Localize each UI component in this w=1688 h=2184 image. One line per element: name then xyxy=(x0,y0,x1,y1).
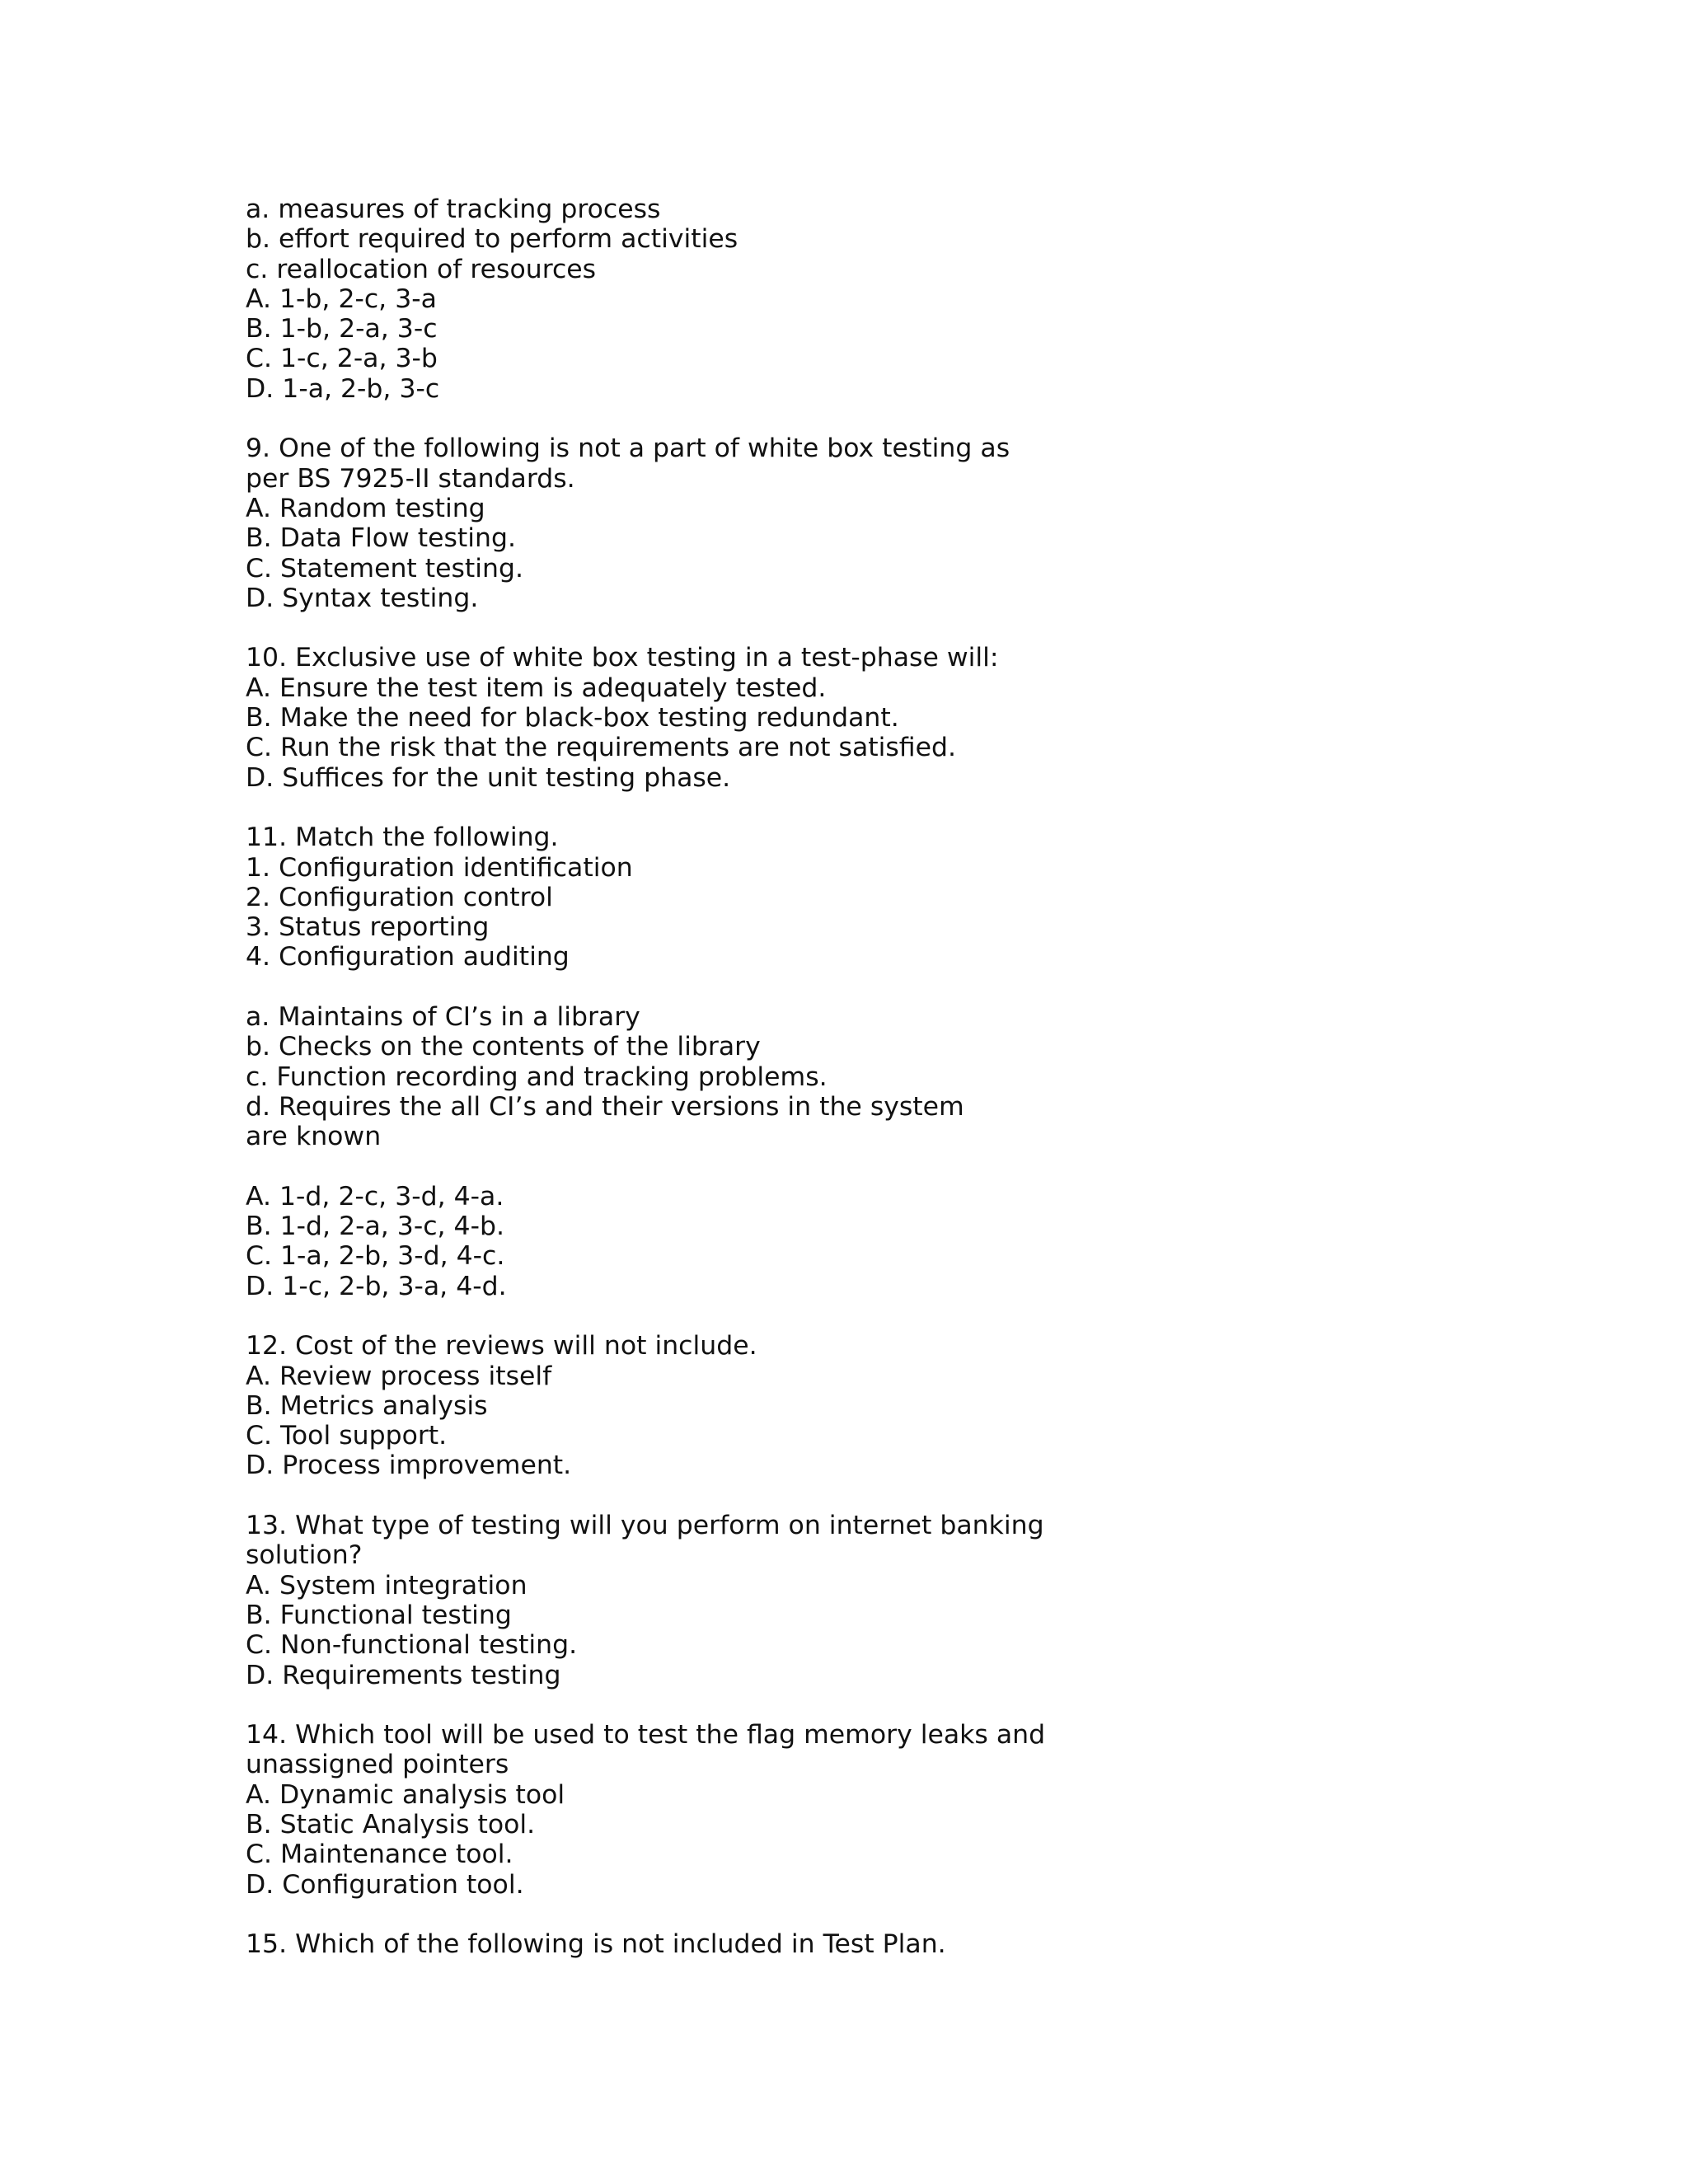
answer-option: A. 1-b, 2-c, 3-a xyxy=(246,284,437,314)
answer-option: B. Make the need for black-box testing redundant. xyxy=(246,703,899,733)
answer-option: C. Maintenance tool. xyxy=(246,1840,513,1870)
question-text: 11. Match the following. xyxy=(246,823,559,853)
question-text: unassigned pointers xyxy=(246,1750,509,1780)
answer-option: D. Configuration tool. xyxy=(246,1869,524,1900)
question-9 xyxy=(246,434,1317,613)
match-item: 1. Configuration identification xyxy=(246,852,633,883)
question-text: 9. One of the following is not a part of white box testing as xyxy=(246,434,1010,464)
answer-option: C. Statement testing. xyxy=(246,553,524,583)
match-definition: c. Function recording and tracking problems. xyxy=(246,1062,828,1092)
answer-option: B. 1-b, 2-a, 3-c xyxy=(246,314,438,344)
question-10 xyxy=(246,643,1317,792)
question-11-options xyxy=(246,1182,1317,1301)
answer-option: B. Data Flow testing. xyxy=(246,523,516,554)
answer-option: D. Syntax testing. xyxy=(246,583,479,613)
text-line: a. measures of tracking process xyxy=(246,194,661,224)
text-line: b. effort required to perform activities xyxy=(246,224,738,255)
question-12 xyxy=(246,1331,1317,1480)
answer-option: A. Dynamic analysis tool xyxy=(246,1779,565,1810)
answer-option: A. Review process itself xyxy=(246,1361,552,1391)
answer-option: D. 1-a, 2-b, 3-c xyxy=(246,373,440,404)
document-body xyxy=(246,194,1317,1990)
answer-option: B. Functional testing xyxy=(246,1600,512,1630)
question-11-definitions xyxy=(246,1002,1317,1151)
question-text: 14. Which tool will be used to test the flag memory leaks and xyxy=(246,1720,1046,1750)
question-15 xyxy=(246,1929,1317,1959)
answer-option: C. Tool support. xyxy=(246,1421,448,1451)
match-item: 3. Status reporting xyxy=(246,912,490,943)
answer-option: B. Static Analysis tool. xyxy=(246,1810,536,1840)
answer-option: D. 1-c, 2-b, 3-a, 4-d. xyxy=(246,1271,507,1301)
question-text: 10. Exclusive use of white box testing in a test-phase will: xyxy=(246,643,999,673)
answer-option: C. Non-functional testing. xyxy=(246,1630,578,1661)
match-definition: a. Maintains of CI’s in a library xyxy=(246,1002,640,1033)
match-item: 4. Configuration auditing xyxy=(246,942,570,972)
question-text: 15. Which of the following is not included in Test Plan. xyxy=(246,1929,946,1960)
answer-option: A. 1-d, 2-c, 3-d, 4-a. xyxy=(246,1181,504,1212)
match-definition: d. Requires the all CI’s and their versions in the system xyxy=(246,1091,964,1122)
answer-option: D. Process improvement. xyxy=(246,1451,572,1481)
question-text: per BS 7925-II standards. xyxy=(246,463,575,494)
question-text: solution? xyxy=(246,1540,363,1571)
answer-option: C. 1-c, 2-a, 3-b xyxy=(246,344,438,374)
answer-option: D. Requirements testing xyxy=(246,1660,561,1690)
question-8-continuation xyxy=(246,194,1317,404)
answer-option: C. 1-a, 2-b, 3-d, 4-c. xyxy=(246,1241,505,1272)
answer-option: B. 1-d, 2-a, 3-c, 4-b. xyxy=(246,1212,504,1242)
answer-option: B. Metrics analysis xyxy=(246,1390,488,1421)
match-item: 2. Configuration control xyxy=(246,882,553,912)
answer-option: D. Suffices for the unit testing phase. xyxy=(246,762,731,793)
question-11-items xyxy=(246,823,1317,972)
answer-option: C. Run the risk that the requirements are not satisfied. xyxy=(246,733,957,763)
answer-option: A. Ensure the test item is adequately tested. xyxy=(246,673,827,703)
text-line: c. reallocation of resources xyxy=(246,254,597,284)
question-14 xyxy=(246,1720,1317,1900)
match-definition: are known xyxy=(246,1122,382,1152)
question-text: 12. Cost of the reviews will not include. xyxy=(246,1331,757,1361)
answer-option: A. Random testing xyxy=(246,493,485,523)
match-definition: b. Checks on the contents of the library xyxy=(246,1032,761,1062)
question-text: 13. What type of testing will you perform on internet banking xyxy=(246,1511,1044,1541)
question-13 xyxy=(246,1511,1317,1690)
answer-option: A. System integration xyxy=(246,1570,528,1601)
